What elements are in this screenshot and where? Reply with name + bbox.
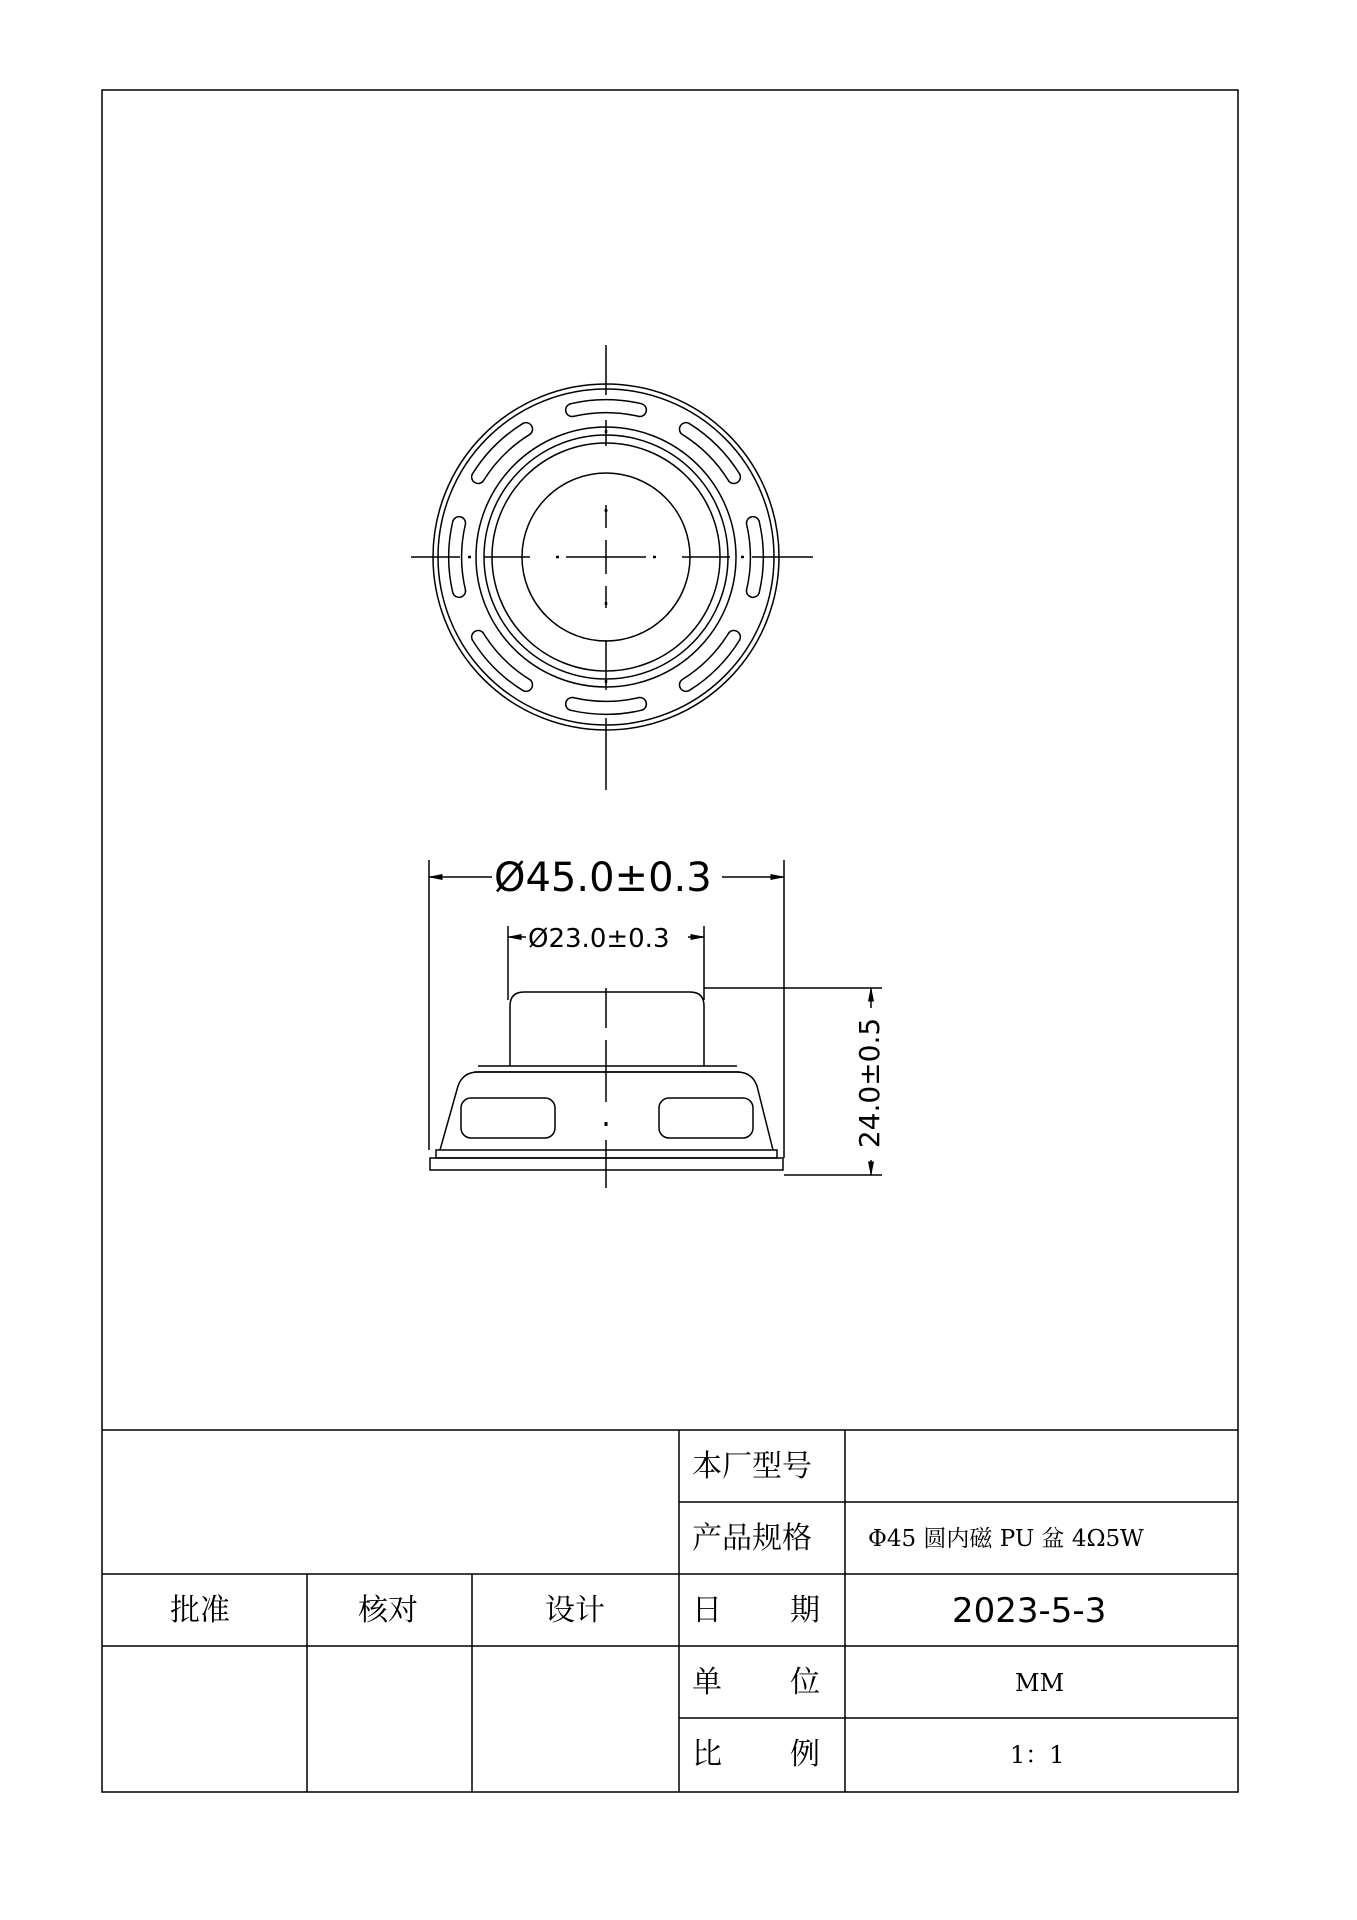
- side-view: [430, 988, 783, 1188]
- unit-value: MM: [1015, 1669, 1065, 1697]
- unit-label-1: 单: [692, 1665, 722, 1700]
- top-view-centerlines: [411, 345, 813, 790]
- dimension-lines: [429, 855, 886, 1175]
- scale-value: 1：1: [1010, 1741, 1065, 1769]
- design-label: 设计: [545, 1593, 605, 1628]
- model-label: 本厂型号: [692, 1449, 812, 1484]
- frame-window-right: [659, 1098, 753, 1138]
- date-label-1: 日: [692, 1593, 722, 1628]
- check-label: 核对: [358, 1593, 418, 1628]
- unit-label-2: 位: [790, 1665, 820, 1700]
- scale-label-2: 例: [790, 1737, 820, 1772]
- magnet-body: [510, 992, 704, 1066]
- date-value: 2023-5-3: [952, 1591, 1107, 1631]
- top-view: [411, 345, 813, 790]
- magnet-diameter-label: Ø23.0±0.3: [528, 924, 670, 954]
- spec-value: Φ45 圆内磁 PU 盆 4Ω5W: [868, 1526, 1144, 1552]
- date-label-2: 期: [790, 1593, 820, 1628]
- frame-window-left: [461, 1098, 555, 1138]
- outer-diameter-label: Ø45.0±0.3: [494, 855, 712, 901]
- spec-label: 产品规格: [692, 1521, 812, 1556]
- scale-label-1: 比: [692, 1737, 722, 1772]
- approve-label: 批准: [170, 1593, 230, 1628]
- height-label: 24.0±0.5: [853, 1017, 886, 1149]
- frame-slot: [566, 400, 647, 417]
